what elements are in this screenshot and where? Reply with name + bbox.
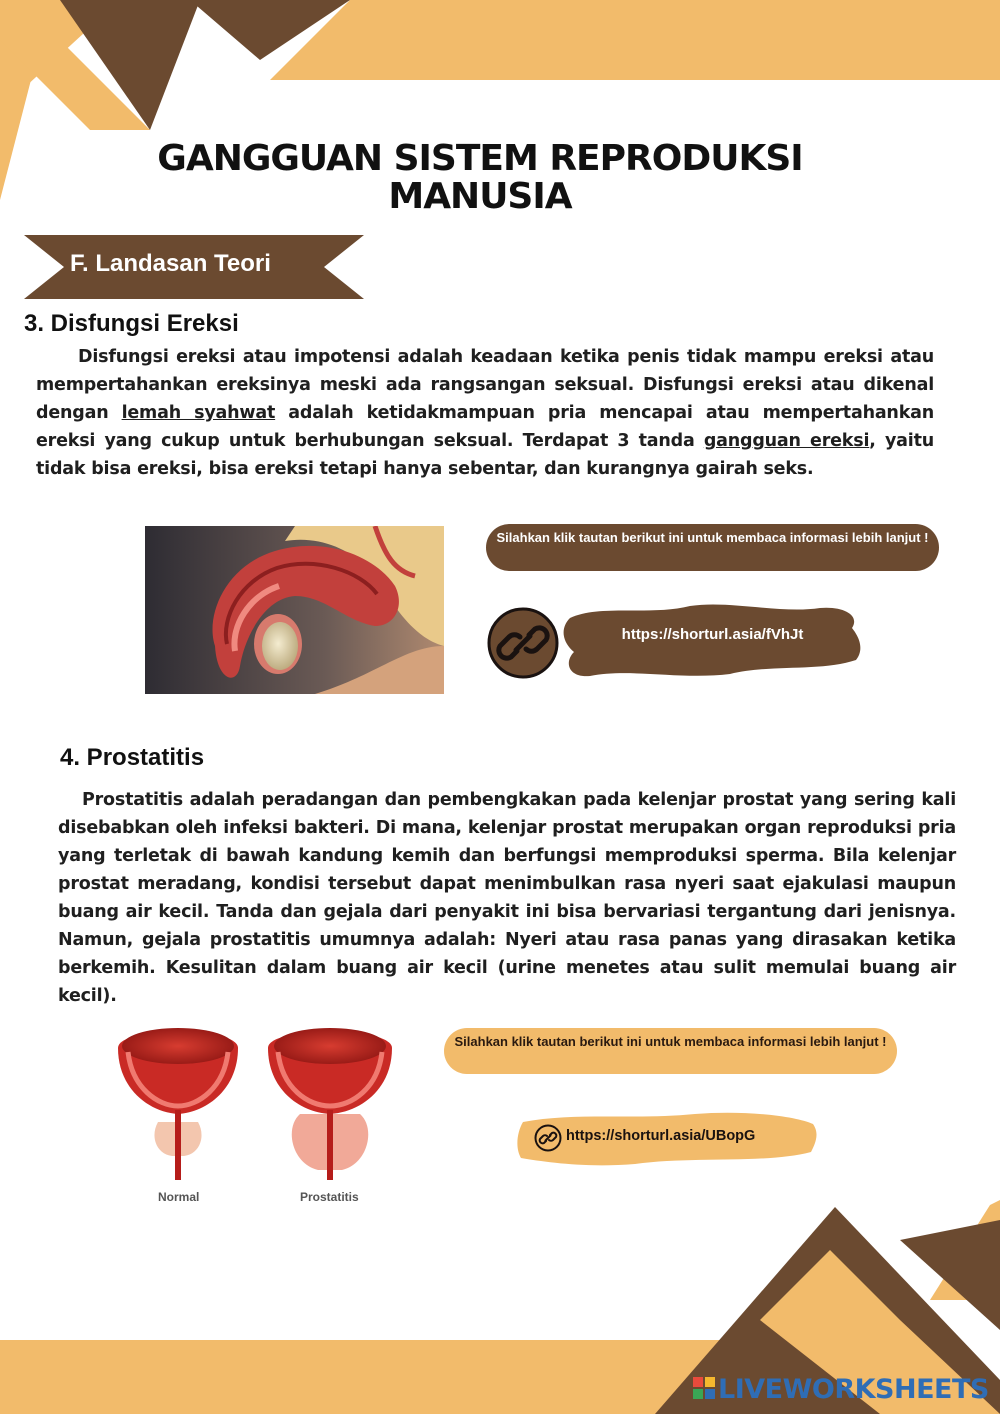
- url-link-section3[interactable]: https://shorturl.asia/fVhJt: [621, 626, 804, 643]
- section3-paragraph: [36, 343, 934, 483]
- caption-normal: Normal: [158, 1190, 200, 1204]
- link-lemah-syahwat[interactable]: lemah syahwat: [121, 403, 276, 423]
- section4-heading: 4. Prostatitis: [60, 744, 205, 771]
- section4-paragraph: Prostatitis adalah peradangan dan pembengkakan pada kelenjar prostat yang sering kali disebabkan oleh infeksi bakteri. Di mana, kelenjar prostat merupakan organ reproduksi pria yang terletak di bawah kandung kemih dan berfungsi memproduksi sperma. Bila kelenjar prostat meradang, kondisi tersebut dapat menimbulkan rasa nyeri saat ejakulasi maupun buang air kecil. Tanda dan gejala dari penyakit ini bisa bervariasi tergantung dari jenisnya. Namun, gejala prostatitis umumnya adalah: Nyeri atau rasa panas yang dirasakan ketika berkemih. Kesulitan dalam buang air kecil (urine menetes atau sulit memulai buang air kecil).: [58, 790, 956, 1006]
- caption-prostatitis: Prostatitis: [300, 1190, 359, 1204]
- info-pill-section3: Silahkan klik tautan berikut ini untuk membaca informasi lebih lanjut !: [486, 524, 939, 571]
- liveworksheets-brand[interactable]: LIVEWORKSHEETS: [718, 1374, 989, 1405]
- url-link-section4[interactable]: https://shorturl.asia/UBopG: [566, 1128, 756, 1144]
- link-gangguan-ereksi[interactable]: gangguan ereksi: [703, 431, 870, 451]
- liveworksheets-logo: [693, 1377, 715, 1399]
- page-title-line2: MANUSIA: [388, 176, 572, 217]
- section-banner-label: F. Landasan Teori: [70, 250, 271, 277]
- prostatitis-bladder: [268, 1028, 392, 1180]
- info-pill-section4: Silahkan klik tautan berikut ini untuk membaca informasi lebih lanjut !: [444, 1028, 897, 1074]
- erectile-anatomy-image: [145, 526, 444, 694]
- link-icon[interactable]: [534, 1124, 562, 1152]
- prostate-comparison-image: [112, 1018, 402, 1188]
- section3-text-b: adalah ketidakmampuan pria mencapai atau mempertahankan ereksi yang cukup untuk berhubungan seksual. Terdapat 3 tanda: [36, 403, 934, 451]
- normal-bladder: [118, 1028, 238, 1180]
- section3-heading: 3. Disfungsi Ereksi: [24, 310, 239, 337]
- page-title-line1: GANGGUAN SISTEM REPRODUKSI: [157, 138, 803, 179]
- section3-text-a: Disfungsi ereksi atau impotensi adalah keadaan ketika penis tidak mampu ereksi atau mempertahankan ereksinya meski ada rangsangan seksual. Disfungsi ereksi atau dikenal dengan: [36, 347, 934, 423]
- section3-text-c: , yaitu tidak bisa ereksi, bisa ereksi tetapi hanya sebentar, dan kurangnya gairah seks.: [36, 431, 934, 479]
- link-icon[interactable]: [487, 607, 559, 679]
- page-title: [150, 140, 810, 216]
